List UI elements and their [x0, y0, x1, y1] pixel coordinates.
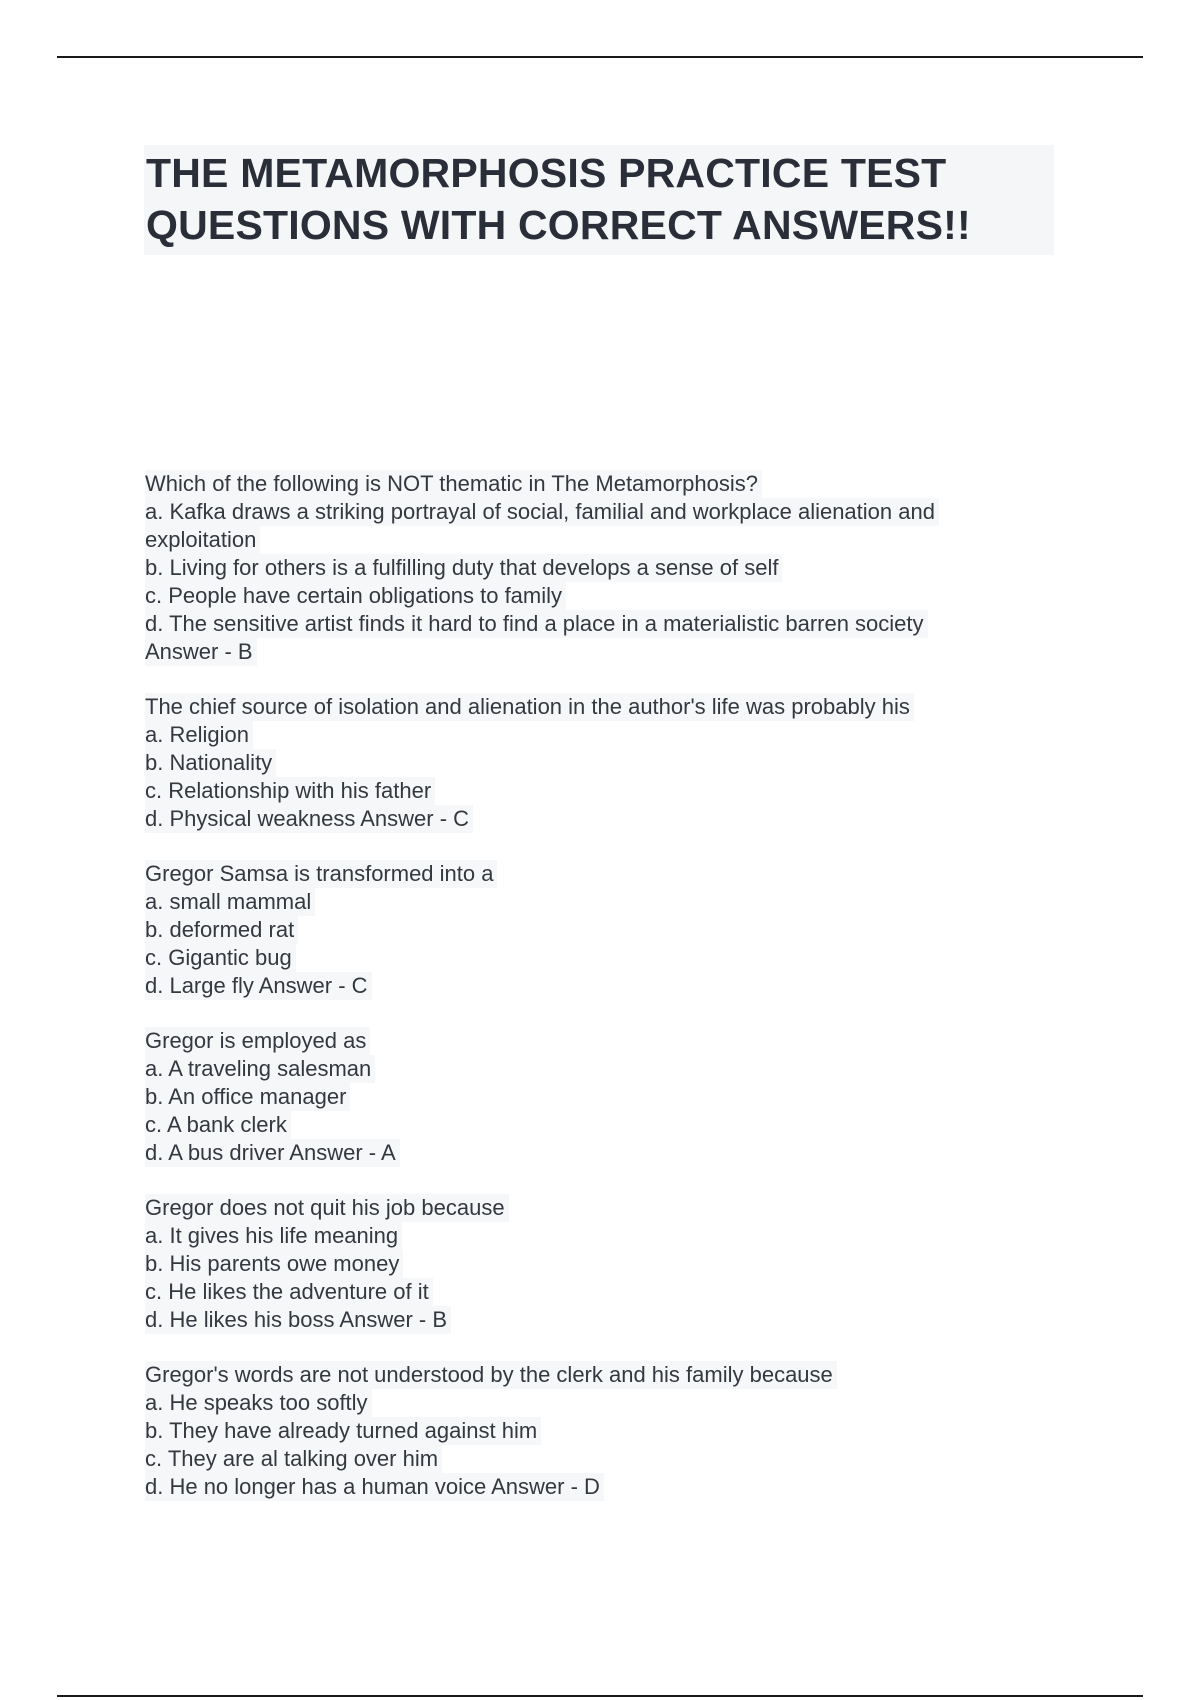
question-5 — [145, 1194, 1045, 1334]
option-c: c. Gigantic bug — [145, 944, 296, 972]
question-2 — [145, 693, 1045, 833]
question-4 — [145, 1027, 1045, 1167]
option-d-answer: d. Physical weakness Answer - C — [145, 805, 473, 833]
question-text: Gregor is employed as — [145, 1027, 370, 1055]
option-c: c. He likes the adventure of it — [145, 1278, 433, 1306]
option-c: c. They are al talking over him — [145, 1445, 442, 1473]
option-d-answer: d. He no longer has a human voice Answer - D — [145, 1473, 604, 1501]
option-b: b. They have already turned against him — [145, 1417, 541, 1445]
question-text: Gregor's words are not understood by the clerk and his family because — [145, 1361, 837, 1389]
option-b: b. An office manager — [145, 1083, 350, 1111]
option-a: a. A traveling salesman — [145, 1055, 375, 1083]
option-b: b. deformed rat — [145, 916, 298, 944]
option-d-answer: d. Large fly Answer - C — [145, 972, 372, 1000]
title-line-1: THE METAMORPHOSIS PRACTICE TEST — [146, 150, 947, 196]
option-c: c. People have certain obligations to family — [145, 582, 566, 610]
question-list — [145, 470, 1045, 1528]
option-b: b. Nationality — [145, 749, 276, 777]
title-line-2: QUESTIONS WITH CORRECT ANSWERS!! — [146, 202, 971, 248]
option-d-answer: d. A bus driver Answer - A — [145, 1139, 400, 1167]
option-a-continued: exploitation — [145, 526, 260, 554]
question-6 — [145, 1361, 1045, 1501]
option-a: a. small mammal — [145, 888, 315, 916]
question-text: Gregor Samsa is transformed into a — [145, 860, 497, 888]
option-b: b. His parents owe money — [145, 1250, 403, 1278]
bottom-rule — [57, 1695, 1143, 1697]
question-1 — [145, 470, 1045, 666]
option-b: b. Living for others is a fulfilling duty that develops a sense of self — [145, 554, 782, 582]
option-a: a. Kafka draws a striking portrayal of social, familial and workplace alienation and — [145, 498, 939, 526]
question-text: The chief source of isolation and alienation in the author's life was probably his — [145, 693, 914, 721]
question-3 — [145, 860, 1045, 1000]
top-rule — [57, 56, 1143, 58]
answer: Answer - B — [145, 638, 257, 666]
option-d-answer: d. He likes his boss Answer - B — [145, 1306, 451, 1334]
option-c: c. A bank clerk — [145, 1111, 291, 1139]
option-a: a. It gives his life meaning — [145, 1222, 402, 1250]
question-text: Which of the following is NOT thematic in The Metamorphosis? — [145, 470, 762, 498]
option-a: a. He speaks too softly — [145, 1389, 372, 1417]
question-text: Gregor does not quit his job because — [145, 1194, 509, 1222]
option-c: c. Relationship with his father — [145, 777, 435, 805]
document-title — [144, 145, 1054, 255]
option-d: d. The sensitive artist finds it hard to find a place in a materialistic barren society — [145, 610, 928, 638]
option-a: a. Religion — [145, 721, 253, 749]
